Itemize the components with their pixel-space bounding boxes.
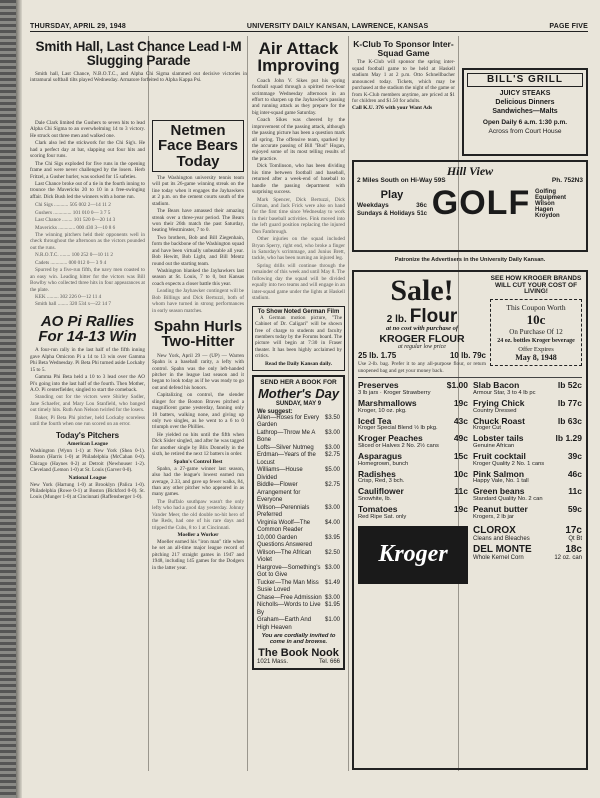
spahn-body-2: Spahn, a 27-game winner last season, also had the league's lowest earned run average, 2.33, and gave up fewer walks, 84, than any other pitcher who appeared in as many games. [152,465,244,498]
hill-view-body [357,186,583,221]
book-price: $3.00 [324,564,340,571]
flour-note: Use 2-lb. bag. Prefer it to any all-purpose flour, or return unopened bag and get your money back. [358,361,486,374]
book-item [257,505,340,520]
bills-grill-line3: Sandwiches—Malts [492,108,558,116]
kroger-item [473,452,582,467]
kroger-item-detail: Standard Quality No. 2 can [473,496,543,503]
kroger-item-price: 39c [567,451,582,462]
kroger-item-name: Green beans [473,486,525,497]
kroger-right-items [473,381,582,522]
kroger-item-name: Preserves [358,380,399,391]
smith-hall-lede: Smith hall, Last Chance, N.B.O.T.C., and Alpha Chi Sigma slammed out decisive victories in intramural softball tilts played Wednesday. Armatore forfeited to Alpha Kappa Psi. [30,70,247,83]
book-title: Lofts—Silver Nutmeg [257,444,314,451]
kroger-item [358,452,468,467]
netmen-body: The Washington university tennis team will put its 26-game winning streak on the line today when it engages the Jayhawkers at 2 p.m. on the cement courts south of the stadium. The Bears have amassed their amazing streak over a three-year period. The Bears won their 26th match the past Saturday, beating Westminster, 7 to 0. Two brothers, Bob and Bill Ziegenhain, form the backbone of the Washington squad and have been virtually unbeatable all year. Bob Hewitt, Bob Light, and Bill Mentz round out the starting team. Washington blanked the Jayhawkers last season at St. Louis, 7 to 0, but Kansas coach expects a closer battle this year. [152,174,244,287]
hill-view-equipment [535,189,583,219]
bills-grill-hours: Open Daily 6 a.m. 1:30 p.m. [482,118,568,126]
book-address: 1021 Mass. [257,659,289,666]
bills-grill-location: Across from Court House [488,128,562,136]
kroger-item [358,434,468,449]
kroger-item [473,417,582,432]
book-item [257,467,340,482]
netmen-headline: Netmen Face Bears Today [157,122,239,170]
kroger-item-price: 59c [567,504,582,515]
todays-pitchers [30,432,145,501]
kroger-see-how: SEE HOW KROGER BRANDS WILL CUT YOUR COST OF LIVING! [490,275,582,296]
hill-view-weekends: Sundays & Holidays 51c [357,210,427,217]
kroger-divider [358,377,582,378]
clorox-row: CLOROX 17c [473,524,582,536]
kroger-sale: Sale! [390,274,454,307]
hill-view-weekdays: Weekdays 36c [357,201,427,209]
book-contact [257,659,340,665]
spahn-subhead-2: Moeller a Worker [177,532,219,539]
masthead [30,20,588,32]
hill-view-golf-word: GOLF [431,184,531,223]
book-store-name: The Book Nook [258,647,339,660]
kroger-item-detail: Country Dressed [473,407,517,414]
book-price: $3.50 [324,414,340,421]
flour-offer-sub: at no cost with purchase of [385,324,459,332]
bills-grill-line1: JUICY STEAKS [499,90,551,98]
bills-grill-ad [462,68,588,156]
book-item [257,452,340,467]
league-national-games: New York (Hartung 1-0) at Brooklyn (Palica 1-0). Philadelphia (Rowe 0-1) at Boston (Bickford 0-0). St. Louis (Munger 1-0) at Cincinnati (Raffensberger 1-0). [30,481,145,501]
book-cordial: You are cordially invited to come in and browse. [261,633,336,646]
book-title: Nicholls—Words to Live By [257,602,321,616]
patronize-line: Patronize the Advertisers in the University Daily Kansan. [394,257,546,263]
kroger-item-detail: Kroger Special Blend ½ lb pkg. [358,425,438,432]
book-title: Graham—Earth And High Heaven [257,617,312,631]
kroger-item-price: $1.00 [446,380,468,391]
kroger-flour-block [358,276,486,374]
air-attack-filler: Mark Spencer, Dick Bertuzzi, Dick Gilman, and Jack Frick were also on hand for the first time since Wednesday to work in their baseball activities. Fink moved into the left guard position replacing the injured Don Fambrough. Other injuries on the squad included Bryan Sperry, right end, who broke a finger in Saturday's scrimmage, and Junius Brett, tackle, who has been nursing an injured leg. Spring drills will continue through the remainder of this week and until May 8. The following day the squad will be divided equally into two teams and will engage in an inter-squad game under the lights at Haskell stadium. [252,196,345,302]
spahn-filler: The Buffalo southpaw wasn't the only lefty who had a good day yesterday. Johnny Vander Meer, the old double no-hit hero of the Reds, had one of his rare days and tripped the Cubs, 8 to 1 at Cincinnati. [152,498,244,531]
kroger-item-name: Frying Chick [473,398,525,409]
book-title: Chase—Free Admission [257,594,322,601]
kroger-item-name: Iced Tea [358,415,392,426]
column-2 [152,120,244,770]
ao-pi-filler: Standing out for the victors were Shirley Sadler, Jane Schaefer, and Mary Lou Stanfield, who banged out timely hits. Ruth Ann Nelson twirled for the losers. Baker, Pi Beta Phi pitcher, held Lockaby scoreless until the fourth when one run scored on an error. [30,394,145,428]
bills-grill-line2: Delicious Dinners [495,99,555,107]
kroger-item [358,505,468,520]
air-attack-body: Coach John V. Sikes put his spring football squad through a spirited two-hour scrimmage Wednesday afternoon in an effort to sharpen up the Jayhawker's passing and running attack as they prepare for the big inter-squad game Saturday. Coach Sikes was cheered by the improvement of the passing attack, although the passing picture has been a question mark all spring. The offensive team, sparked by the accurate passing of Bill "Bud" Hogan, enjoyed some of its most telling results of the practice. Dick Tomlinson, who has been dividing his time between football and baseball, returned after a week-end of baseball to handle the passing department with surprising success. [252,77,345,196]
book-price: $1.00 [324,617,340,624]
k-club-body: The K-Club will sponsor the spring inter-squad football game to be held at Haskell stadium May 1 at 2 p.m. Otto Schnellbacher announced today. Tickets, which may be purchased at the stadium the night of the game or from K-Club members anytime, are priced at $1 for children and $1.50 for adults. [352,59,455,104]
air-attack-headline: Air Attack Improving [257,40,340,76]
book-title: Erdman—Years of the Locust [257,452,316,466]
book-mothers-day: Mother's Day [257,386,340,402]
book-title: Hargrove—Something's Got to Give [257,564,321,579]
book-item [257,580,340,595]
hill-view-title: Hill View [446,164,494,178]
kroger-item-price: 19c [453,398,468,409]
box-score-lines: Chi Sigs ........... 505 002 2—14 11 2 Gushers .............. 101 010 0— 3 7 5 Last Chance ........ 101 520 0—20 14 3 Mavericks ............. 000 430 3—10 8 6 The winning pitchers held their opponents well in check throughout the afternoon as the victors pounded out the runs. N.R.O.T.C. ........ 100 252 0—10 11 2 Cadets ............. 000 012 0— 3 9 4 Spurred by a five-run fifth, the navy men coasted to an easy win. Leading hitter for the victors was Bill Bowlby who collected three hits in four appearances at the plate. KEK ......... 302 226 0—12 11 4 Smith hall ........ 320 534 x—22 14 7 [30,202,145,308]
book-item [257,430,340,445]
column-rule [247,36,248,771]
equipment-item: Kroydon [535,212,560,219]
kroger-item-detail: Homegrown, bunch [358,460,409,467]
book-title: 10,000 Garden Questions Answered [257,534,313,549]
kroger-item-detail: Crisp, Red, 3 bch. [358,478,405,485]
book-title: Wilson—Perennials Preferred [257,504,310,519]
column-1 [30,120,145,770]
league-american-games: Washington (Wynn 1-1) at New York (Shea 0-1). Boston (Harris 1-0) at Philadelphia (McCahan 0-0). Chicago (Haynes 0-2) at Detroit (Newhouser 1-2). Cleveland (Lemon 1-0) at St. Louis (Garver 0-0). [30,447,145,474]
kroger-top [358,276,582,374]
book-item [257,595,340,603]
del-monte-detail: Whole Kernel Corn 12 oz. can [473,555,582,562]
column-rule [148,36,149,771]
kroger-item-price: 49c [453,433,468,444]
kroger-item-price: 11c [568,486,582,497]
kroger-item [473,470,582,485]
masthead-paper: UNIVERSITY DAILY KANSAN, LAWRENCE, KANSAS [246,23,429,30]
kroger-item-price: lb 52c [557,380,582,391]
equipment-item: Golfing Equipment [535,188,566,201]
k-club-article [352,40,455,140]
league-american: American League [67,440,108,447]
book-title: Biddle—Flower Arrangement for Everyone [257,482,301,504]
book-item [257,520,340,535]
film-tagline: Read the Daily Kansan daily. [265,360,332,367]
kroger-item-name: Lobster tails [473,433,524,444]
kroger-item-price: 11c [454,486,468,497]
book-item [257,415,340,430]
kroger-item-name: Kroger Peaches [358,433,423,444]
book-item [257,550,340,565]
kroger-item-detail: Kroger Cut [473,425,502,432]
spahn-article [152,319,244,571]
kroger-item-name: Pink Salmon [473,468,525,479]
smith-hall-article [30,40,247,130]
film-headline: To Show Noted German Film [257,308,340,315]
kroger-bottom-right [473,526,582,584]
kroger-item-price: 10c [453,468,468,479]
book-nook-ad [252,375,345,671]
column-rule [348,36,349,771]
book-title: Williams—House Divided [257,467,303,481]
book-title: Wilson—The African Violet [257,549,312,564]
kroger-item [473,399,582,414]
kroger-ad [352,270,588,770]
book-price: $2.75 [324,482,340,489]
book-list [257,415,340,633]
kroger-coupon[interactable]: This Coupon Worth 10c On Purchase Of 12 24 oz. bottles Kroger beverage Offer Expires May 8, 1948 [490,299,582,366]
air-attack-article [252,40,345,302]
kroger-item-price: lb 77c [557,398,582,409]
book-send: SEND HER A BOOK FOR [260,378,337,386]
kroger-item-detail: Sliced or Halves 2 No. 2½ cans [358,443,439,450]
book-price: $2.50 [324,549,340,556]
hill-view-phone: Ph. 752N3 [551,177,583,185]
kroger-item-name: Cauliflower [358,486,404,497]
bills-grill-title: BILL'S GRILL [467,73,583,87]
netmen-filler: Leading the Jayhawker contingent will be Bob Billings and Dick Bertuzzi, both of whom have turned in strong performances in early season matches. [152,288,244,314]
kroger-item-detail: Snowhite, lb. [358,496,392,503]
kroger-item [358,470,468,485]
kroger-item-name: Slab Bacon [473,380,520,391]
kroger-bottom [358,526,582,584]
kroger-item-name: Radishes [358,468,396,479]
book-item [257,445,340,453]
book-price: $3.00 [324,429,340,436]
equipment-item: Wilson [535,200,555,207]
kroger-item-name: Peanut butter [473,504,528,515]
book-date: SUNDAY, MAY 9 [275,400,322,407]
book-phone: Tel. 666 [318,659,340,666]
book-price: $1.49 [324,579,340,586]
kroger-item-detail: Krogers, 2 lb jar [473,513,514,520]
kroger-item [473,434,582,449]
kroger-item-price: lb 63c [557,415,582,426]
kroger-item-price: lb 1.29 [555,433,582,444]
kroger-item-price: 43c [453,415,468,426]
kroger-item [473,505,582,520]
kroger-item-detail: Kroger Quality 2 No. 1 cans [473,460,545,467]
flour-brand: KROGER FLOUR [379,332,465,345]
netmen-article [152,120,244,172]
kroger-item-name: Marshmallows [358,398,417,409]
k-club-headline: K-Club To Sponsor Inter-Squad Game [353,40,454,58]
book-price: $5.00 [324,467,340,474]
book-item [257,482,340,505]
smith-hall-headline: Smith Hall, Last Chance Lead I-M Slugging Parade [35,40,242,68]
film-body: A German motion picture, "The Cabinet of Dr. Caligari" will be shown free of charge to students and faculty members today by the Forums board. The picture will begin at 7:30 in Fraser theater. It has been highly acclaimed by critics. [255,314,342,360]
book-price: $1.95 [324,602,340,609]
kroger-item-detail: Kroger, 10 oz. pkg. [358,407,407,414]
ao-pi-body: A four-run rally in the last half of the fifth inning gave Alpha Omicron Pi a 14 to 13 win over Gamma Phi Beta Wednesday. Pi Beta Phi turned aside Lockaby 15 to 5. Gamma Phi Beta held a 10 to 3 lead over the AO Pi's going into the last half of the fourth. Then Mother, A.O. Pi centerfielder, singled to start the comeback. [30,347,145,394]
kroger-right-top [490,276,582,374]
kroger-item-name: Tomatoes [358,504,398,515]
hill-view-subtitle: 2 Miles South on Hi-Way 59S [357,177,446,185]
equipment-item: Hagen [535,206,554,213]
league-national: National League [68,474,107,481]
binding-edge [16,0,22,798]
book-price: $2.75 [324,452,340,459]
book-title: Lathrop—Throw Me A Bone [257,429,316,444]
smith-hall-body: Dale Clark limited the Gushers to seven hits to lead Alpha Chi Sigma to an overwhelming 14 to 3 victory. He struck out three men and walked one. Clark also led the stickwork for the Chi Sig's. He had a perfect day at bat, slapping out four hits and scoring four runs. The Chi Sigs exploded for five runs in the opening frame and were never challenged by the losers. Herb Fritzel, a Gusher hurler, was socked for 15 safeties. Last Chance broke out of a tie in the fourth inning to trounce the Mavericks 20 to 10 in a free-swinging affair. Dick Bush led the winners with a home run. [30,120,145,200]
book-item [257,535,340,550]
ao-pi-headline: AO Pi Rallies For 14-13 Win [38,312,137,346]
spahn-subhead-1: Spahn's Control Best [173,458,223,465]
book-price: $3.00 [324,504,340,511]
ao-pi-article [30,314,145,428]
kroger-item-price: 46c [567,468,582,479]
kroger-item [358,417,468,432]
hill-view-golf-ad [352,160,588,252]
flour-regular: at regular low price [398,344,446,351]
hill-view-subtitle-row [357,177,583,184]
kroger-item-detail: Armour Star, 3 to 4 lb pc [473,390,536,397]
book-price: $3.00 [324,444,340,451]
del-monte-row: DEL MONTE 18c [473,543,582,555]
kroger-item-name: Chuck Roast [473,415,525,426]
binding-strip [0,0,16,798]
kroger-item-name: Fruit cocktail [473,451,526,462]
kroger-item [473,487,582,502]
german-film-notice [252,306,345,371]
kroger-item [358,487,468,502]
book-title: Tucker—The Man Miss Susie Loved [257,579,319,594]
column-3 [252,40,345,770]
clorox-detail: Cleans and Bleaches Qt Bt [473,535,582,542]
kroger-item-price: 15c [453,451,468,462]
flour-prices: 25 lb. 1.75 10 lb. 79c [358,351,486,361]
masthead-page: PAGE FIVE [549,23,588,30]
kroger-item-detail: 3 lb jars · Kroger Strawberry [358,390,431,397]
book-title: Virginia Woolf—The Common Reader [257,519,311,534]
book-suggest: We suggest: [257,408,293,415]
kroger-item-detail: Genuine African [473,443,515,450]
book-item [257,565,340,580]
book-price: $3.95 [324,534,340,541]
hill-view-play: Play [380,189,404,202]
kroger-logo: Kroger [358,526,468,584]
pitchers-title: Today's Pitchers [55,430,120,440]
hill-view-prices [357,190,427,216]
spahn-body-3: Moeller earned his "iron man" title when he set an all-time major league record of pitching 217 straight games in 1947 and 1948, including 145 games for the Dodgers in the latter year. [152,539,244,571]
kroger-item [358,381,468,396]
k-club-call: Call K.U. 376 with your Want Ads [352,105,433,112]
book-item [257,617,340,632]
kroger-item-detail: Red Ripe Sat. only [358,513,407,520]
spahn-body: New York, April 29 — (UP) — Warren Spahn is a baseball rarity, a lefty with control. Spahn was the only left-handed pitcher in the league last season and it began to look today as if he was ready to go out and defend his honors. Capitalizing on control, the slender slinger for the Boston Braves pitched a magnificent game yesterday, fanning only 10 batters, walking none, and giving up only two singles, as he went to a 6 to 0 triumph over the Phillies. He yielded no hits until the fifth when Dick Sisler singled, and after he was tagged for another single by Blix Donnelly in the sixth, he retired the next 12 batters in order. [152,352,244,458]
kroger-items [358,381,582,522]
book-price: $4.00 [324,519,340,526]
book-price: $3.00 [324,594,340,601]
flour-offer-head: 2 lb. Flour [386,305,458,327]
book-item [257,602,340,617]
kroger-item-price: 19c [453,504,468,515]
spahn-headline: Spahn Hurls Two-Hitter [153,318,243,351]
kroger-item-name: Asparagus [358,451,402,462]
kroger-item [358,399,468,414]
masthead-date: THURSDAY, APRIL 29, 1948 [30,23,126,30]
kroger-left-items [358,381,468,522]
kroger-item [473,381,582,396]
book-title: Allen—Roses for Every Garden [257,414,320,429]
kroger-item-detail: Happy Vale, No. 1 tall [473,478,529,485]
